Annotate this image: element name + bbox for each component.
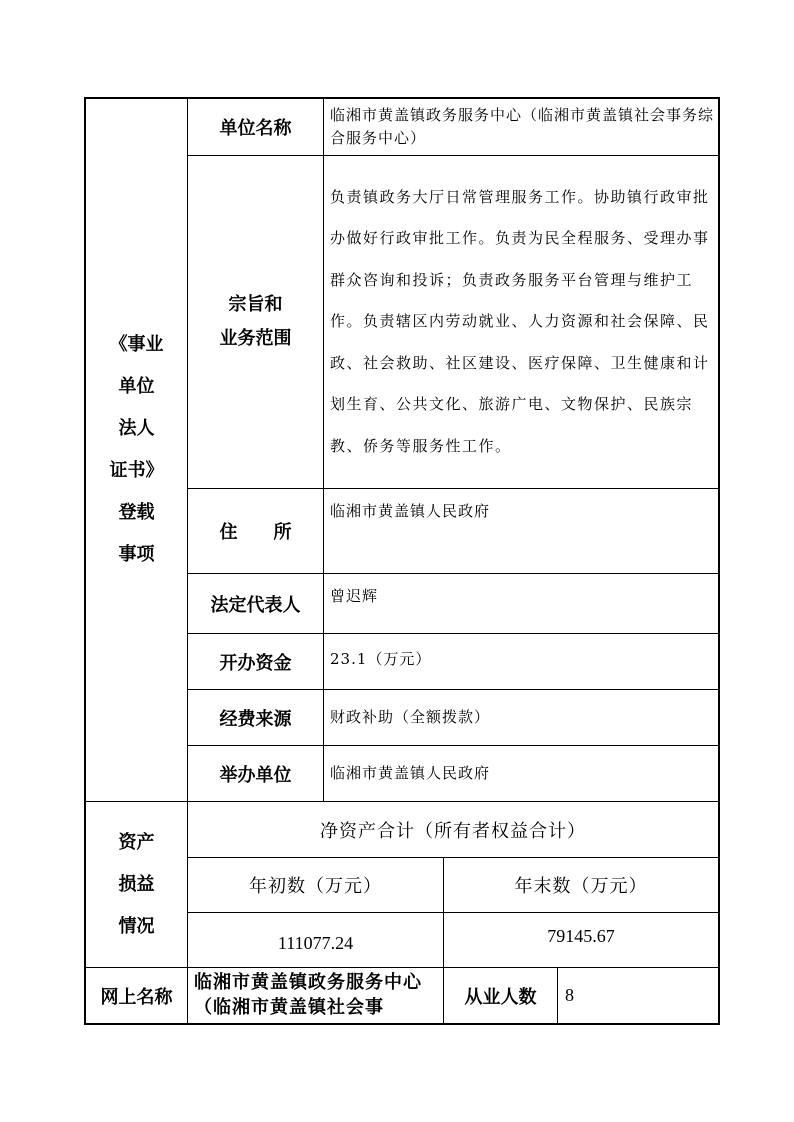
- table-border-bottom: [84, 1023, 720, 1025]
- side-label-line: 《事业: [109, 334, 164, 355]
- funds-value: 23.1（万元）: [330, 649, 432, 668]
- end-label: 年末数（万元）: [514, 876, 648, 897]
- assets-side-label: [86, 802, 187, 967]
- address-label: 住 所: [219, 522, 292, 543]
- online-name-value: 临湘市黄盖镇政务服务中心（临湘市黄盖镇社会事: [194, 972, 422, 1018]
- purpose-label-line: 宗旨和: [228, 294, 283, 315]
- assets-label-line: 情况: [118, 915, 155, 937]
- side-label-line: 单位: [118, 376, 155, 397]
- purpose-value: 负责镇政务大厅日常管理服务工作。协助镇行政审批办做好行政审批工作。负责为民全程服务、受理办事群众咨询和投诉；负责政务服务平台管理与维护工作。负责辖区内劳动就业、人力资源和社会保障、民政、社会救助、社区建设、医疗保障、卫生健康和计划生育、公共文化、旅游广电、文物保护、民族宗教、侨务等服务性工作。: [330, 187, 710, 455]
- table-border-right: [718, 97, 720, 1025]
- col-divider-online-1: [187, 967, 188, 1024]
- staff-count-label: 从业人数: [464, 986, 537, 1008]
- side-label-line: 证书》: [109, 460, 164, 481]
- unit-name-label: 单位名称: [219, 118, 292, 139]
- legal-rep-label: 法定代表人: [210, 594, 301, 616]
- purpose-label: [188, 156, 323, 488]
- col-divider-2: [323, 97, 324, 802]
- assets-label-line: 损益: [118, 873, 155, 895]
- col-divider-online-3: [557, 967, 558, 1024]
- assets-label-line: 资产: [118, 831, 155, 853]
- organizer-label: 举办单位: [219, 764, 292, 786]
- funding-source-value: 财政补助（全额拨款）: [330, 708, 491, 726]
- funds-label: 开办资金: [219, 652, 292, 674]
- side-label-line: 事项: [118, 544, 155, 565]
- side-label-line: 法人: [118, 418, 155, 439]
- online-name-label: 网上名称: [100, 986, 173, 1008]
- net-assets-header: 净资产合计（所有者权益合计）: [320, 820, 586, 842]
- side-label-line: 登载: [118, 502, 155, 523]
- unit-name-value: 临湘市黄盖镇政务服务中心（临湘市黄盖镇社会事务综合服务中心）: [330, 106, 714, 147]
- begin-label: 年初数（万元）: [249, 876, 382, 897]
- staff-count-value: 8: [565, 985, 574, 1005]
- funding-source-label: 经费来源: [219, 708, 292, 730]
- purpose-label-line: 业务范围: [219, 328, 292, 349]
- address-value: 临湘市黄盖镇人民政府: [330, 501, 491, 520]
- legal-rep-value: 曾迟辉: [330, 586, 379, 605]
- organizer-value: 临湘市黄盖镇人民政府: [330, 764, 491, 782]
- certificate-side-label: [86, 99, 187, 801]
- begin-value: 111077.24: [277, 932, 354, 953]
- end-value: 79145.67: [547, 925, 615, 946]
